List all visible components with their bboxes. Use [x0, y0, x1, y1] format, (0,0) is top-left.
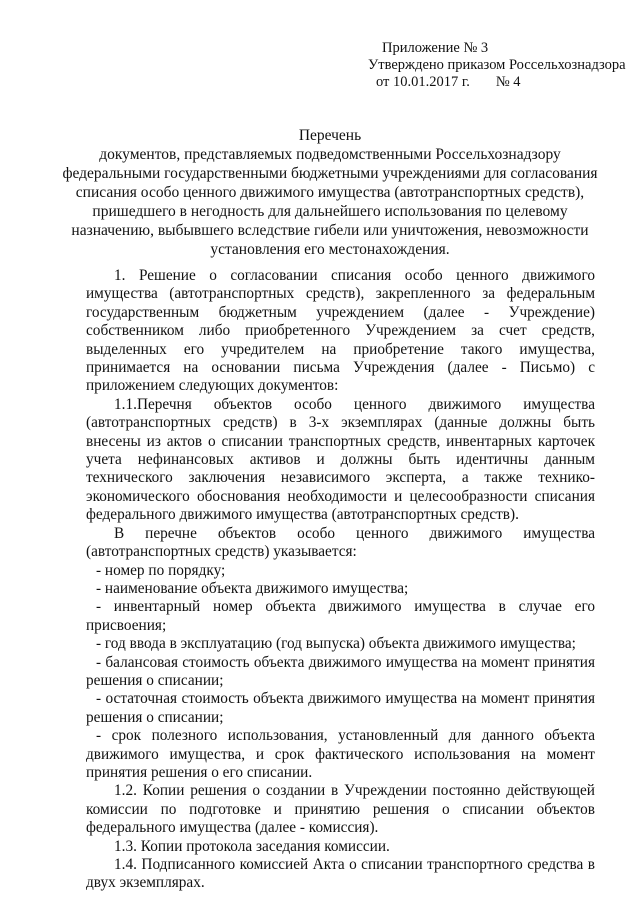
- title-line: пришедшего в негодность для дальнейшего использования по целевому: [92, 203, 568, 220]
- list-item: - год ввода в эксплуатацию (год выпуска) объекта движимого имущества;: [96, 635, 576, 653]
- order-date-number: [368, 74, 628, 91]
- list-item: - наименование объекта движимого имущества;: [96, 579, 409, 597]
- document-title: [60, 126, 600, 259]
- approved-by: Утверждено приказом Россельхознадзора: [368, 57, 626, 73]
- list-intro: В перечне объектов особо ценного движимого имущества (автотранспортных средств) указывается:: [86, 524, 595, 561]
- title-line: федеральными государственными бюджетными учреждениями для согласования: [62, 165, 598, 182]
- order-number: № 4: [495, 74, 521, 90]
- paragraph-1-1: 1.1.Перечня объектов особо ценного движимого имущества (автотранспортных средств) в 3-х экземплярах (данные должны быть внесены из актов о списании транспортных средств, инвентарных карточек учета нефинансовых активов и должны быть идентичны данным технического заключения независимого эксперта, а также технико-экономического обоснования необходимости и целесообразности списания федерального движимого имущества (автотранспортных средств).: [86, 395, 595, 524]
- paragraph-1-4: 1.4. Подписанного комиссией Акта о списании транспортного средства в двух экземплярах.: [86, 856, 595, 892]
- list-item: - остаточная стоимость объекта движимого имущества на момент принятия решения о списании;: [86, 690, 595, 726]
- title-line: списания особо ценного движимого имущества (автотранспортных средств),: [75, 184, 585, 201]
- paragraph-1-2: 1.2. Копии решения о создании в Учреждении постоянно действующей комиссии по подготовке и принятию решения о списании объектов федерального имущества (далее - комиссия).: [86, 782, 595, 837]
- list-item: - инвентарный номер объекта движимого имущества в случае его присвоения;: [86, 598, 595, 634]
- title-line: установления его местонахождения.: [210, 241, 450, 258]
- document-body: [86, 267, 595, 893]
- list-item: - балансовая стоимость объекта движимого имущества на момент принятия решения о списании;: [86, 653, 595, 689]
- order-date: от 10.01.2017 г.: [376, 74, 470, 90]
- title-line: документов, представляемых подведомственными Россельхознадзору: [99, 146, 561, 163]
- approval-stamp: [368, 40, 628, 91]
- title-heading: Перечень: [298, 127, 362, 144]
- appendix-label: Приложение № 3: [382, 40, 489, 56]
- paragraph-1-3: 1.3. Копии протокола заседания комиссии.: [114, 837, 390, 855]
- list-item: - номер по порядку;: [96, 561, 226, 579]
- paragraph-1: 1. Решение о согласовании списания особо ценного движимого имущества (автотранспортных средств), закрепленного за федеральным государственным бюджетным учреждением (далее - Учреждение) собственником либо приобретенного Учреждением за счет средств, выделенных его учредителем на приобретение такого имущества, принимается на основании письма Учреждения (далее - Письмо) с приложением следующих документов:: [86, 267, 595, 395]
- list-item: - срок полезного использования, установленный для данного объекта движимого имущества, и срок фактического использования на момент принятия решения о его списании.: [86, 727, 595, 781]
- title-line: назначению, выбывшего вследствие гибели или уничтожения, невозможности: [71, 222, 589, 239]
